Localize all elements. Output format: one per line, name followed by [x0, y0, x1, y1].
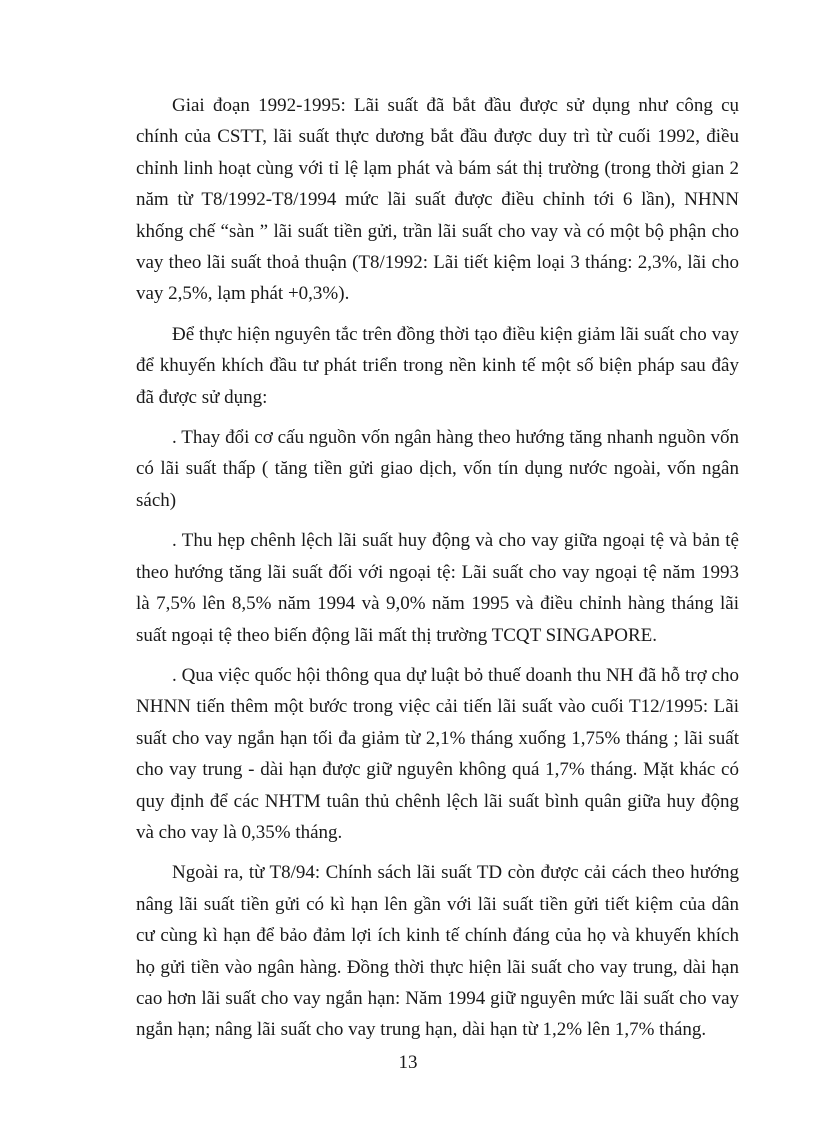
- paragraph-chenh-lech-lai-suat: . Thu hẹp chênh lệch lãi suất huy động và cho vay giữa ngoại tệ và bản tệ theo hướng tăng lãi suất đối với ngoại tệ: Lãi suất cho vay ngoại tệ năm 1993 là 7,5% lên 8,5% năm 1994 và 9,0% năm 1995 và điều chỉnh hàng tháng lãi suất ngoại tệ theo biến động lãi mất thị trường TCQT SINGAPORE.: [136, 530, 739, 646]
- paragraph-thue-doanh-thu: . Qua việc quốc hội thông qua dự luật bỏ thuế doanh thu NH đã hỗ trợ cho NHNN tiến thêm một bước trong việc cải tiến lãi suất vào cuối T12/1995: Lãi suất cho vay ngắn hạn tối đa giảm từ 2,1% tháng xuống 1,75% tháng ; lãi suất cho vay trung - dài hạn được giữ nguyên không quá 1,7% tháng. Mặt khác có quy định để các NHTM tuân thủ chênh lệch lãi suất bình quân giữa huy động và cho vay là 0,35% tháng.: [136, 664, 739, 843]
- page-number: 13: [398, 1052, 418, 1073]
- paragraph-co-cau-nguon-von: . Thay đổi cơ cấu nguồn vốn ngân hàng theo hướng tăng nhanh nguồn vốn có lãi suất thấp ( tăng tiền gửi giao dịch, vốn tín dụng nước ngoài, vốn ngân sách): [136, 427, 739, 511]
- paragraph-bien-phap-intro: Để thực hiện nguyên tắc trên đồng thời tạo điều kiện giảm lãi suất cho vay để khuyến khích đầu tư phát triển trong nền kinh tế một số biện pháp sau đây đã được sử dụng:: [136, 323, 739, 408]
- paragraph-ngoai-ra: Ngoài ra, từ T8/94: Chính sách lãi suất TD còn được cải cách theo hướng nâng lãi suất tiền gửi có kì hạn lên gần với lãi suất tiền gửi tiết kiệm của dân cư cùng kì hạn để bảo đảm lợi ích kinh tế chính đáng của họ và khuyến khích họ gửi tiền vào ngân hàng. Đồng thời thực hiện lãi suất cho vay trung, dài hạn cao hơn lãi suất cho vay ngắn hạn: Năm 1994 giữ nguyên mức lãi suất cho vay ngắn hạn; nâng lãi suất cho vay trung hạn, dài hạn từ 1,2% lên 1,7% tháng.: [136, 862, 739, 1041]
- paragraph-giai-doan-1992-1995: Giai đoạn 1992-1995: Lãi suất đã bắt đầu được sử dụng như công cụ chính của CSTT, lãi suất thực dương bắt đầu được duy trì từ cuối 1992, điều chỉnh linh hoạt cùng với tỉ lệ lạm phát và bám sát thị trường (trong thời gian 2 năm từ T8/1992-T8/1994 mức lãi suất được điều chỉnh tới 6 lần), NHNN khống chế “sàn ” lãi suất tiền gửi, trần lãi suất cho vay và có một bộ phận cho vay theo lãi suất thoả thuận (T8/1992: Lãi tiết kiệm loại 3 tháng: 2,3%, lãi cho vay 2,5%, lạm phát +0,3%).: [136, 95, 739, 305]
- document-body: [136, 90, 739, 1055]
